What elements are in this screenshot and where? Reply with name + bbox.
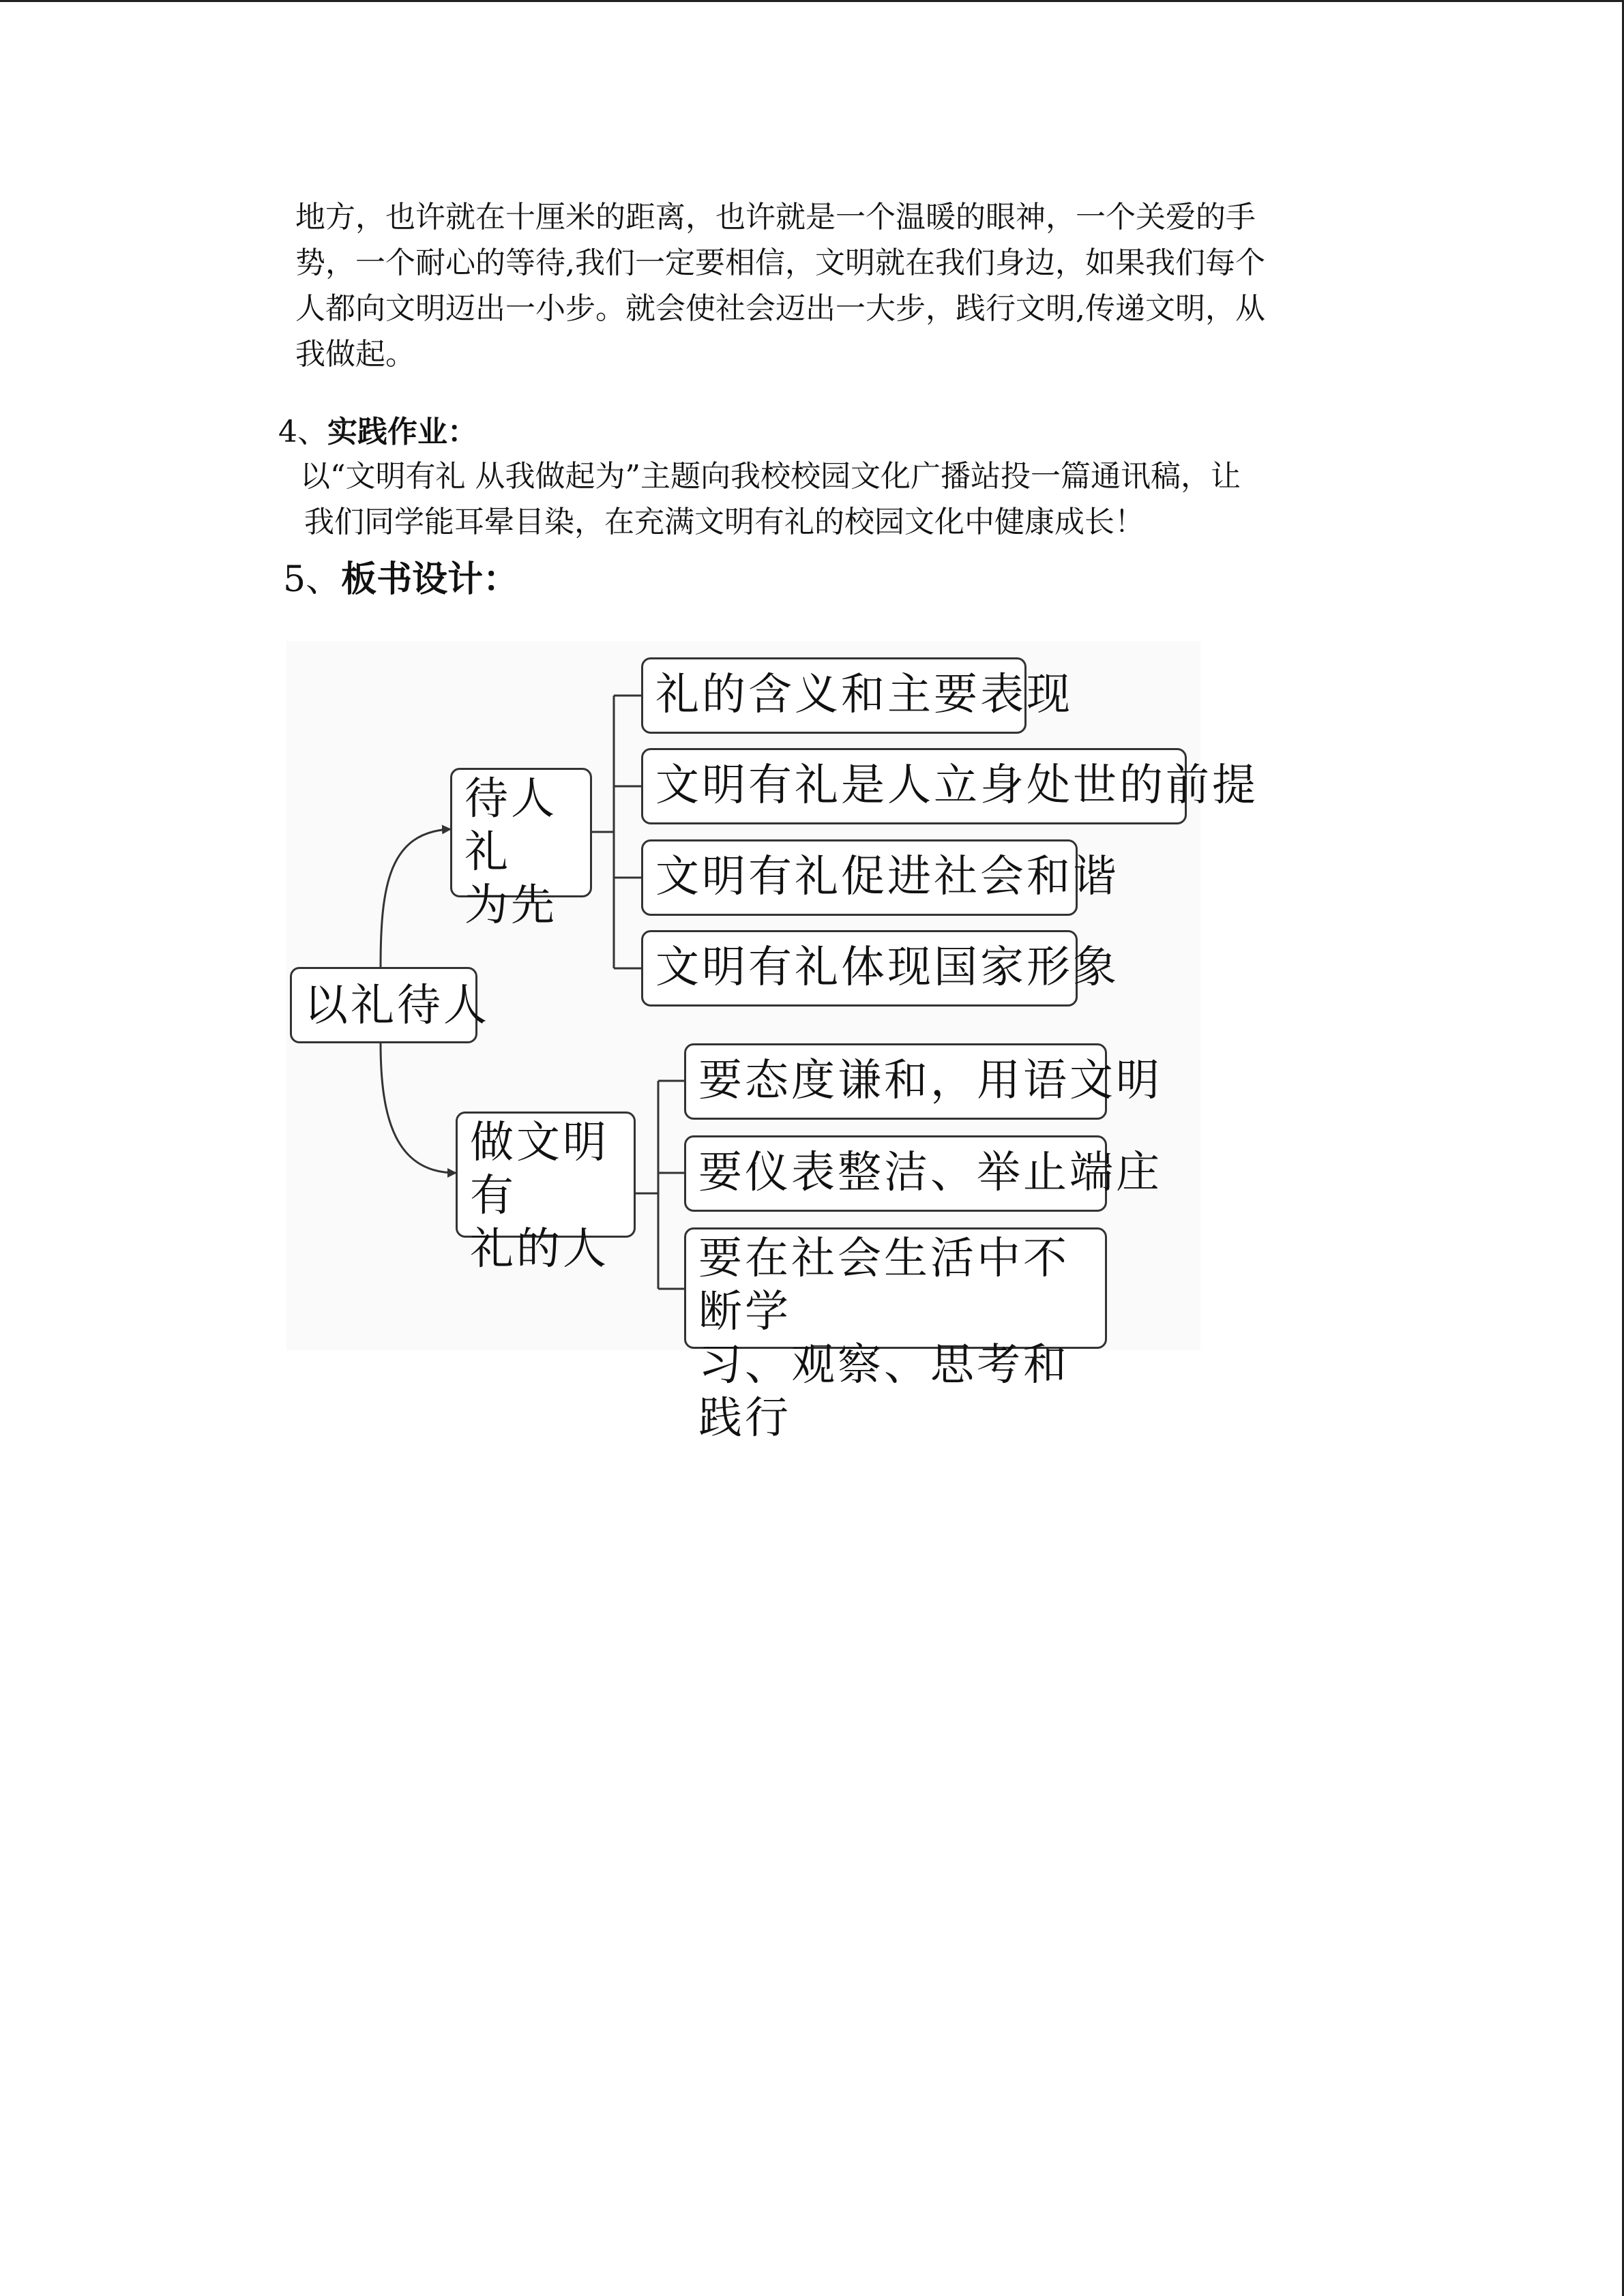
branch2-line: 礼的人	[470, 1224, 609, 1274]
mindmap-branch2	[456, 1112, 636, 1274]
branch1-child: 文明有礼体现国家形象	[641, 930, 1078, 1007]
section4-heading	[278, 412, 477, 453]
intro-line: 地方，也许就在十厘米的距离，也许就是一个温暖的眼神，一个关爱的手	[295, 200, 1256, 235]
intro-line: 势，一个耐心的等待,我们一定要相信，文明就在我们身边，如果我们每个	[295, 245, 1265, 280]
arrow-to-branch1	[381, 829, 450, 967]
branch2-child-long	[684, 1227, 1107, 1444]
section5-title: 板书设计：	[341, 559, 519, 600]
section5-heading	[283, 559, 518, 600]
branch1-child: 礼的含义和主要表现	[641, 657, 1027, 734]
branch2-long-line: 要在社会生活中不断学	[698, 1234, 1069, 1337]
branch1-line: 待人礼	[464, 774, 557, 878]
intro-line: 人都向文明迈出一小步。就会使社会迈出一大步，践行文明,传递文明，从	[295, 291, 1265, 326]
section4-line: 我们同学能耳晕目染，在充满文明有礼的校园文化中健康成长！	[304, 505, 1145, 539]
section4-body	[300, 453, 1378, 545]
mindmap-branch1	[450, 768, 592, 931]
arrow-to-branch2	[381, 1043, 456, 1173]
branch1-child: 文明有礼促进社会和谐	[641, 839, 1078, 916]
board-design-mindmap	[286, 641, 1258, 1444]
page-border-top	[0, 0, 1624, 2]
intro-paragraph	[295, 194, 1373, 377]
intro-line: 我做起。	[295, 337, 415, 372]
branch2-long-line: 习、观察、思考和践行	[698, 1340, 1069, 1444]
section4-number: 4、	[278, 415, 327, 449]
section4-line: 以“文明有礼 从我做起为”主题向我校校园文化广播站投一篇通讯稿，让	[300, 459, 1241, 494]
section5-number: 5、	[283, 559, 342, 600]
mindmap-root: 以礼待人	[290, 967, 477, 1043]
section4-title: 实践作业：	[327, 415, 477, 449]
branch2-line: 做文明有	[470, 1118, 609, 1221]
branch1-child: 文明有礼是人立身处世的前提	[641, 748, 1187, 824]
branch1-line: 为先	[464, 880, 557, 931]
branch2-child: 要态度谦和，用语文明	[684, 1043, 1107, 1120]
branch2-child: 要仪表整洁、举止端庄	[684, 1135, 1107, 1212]
